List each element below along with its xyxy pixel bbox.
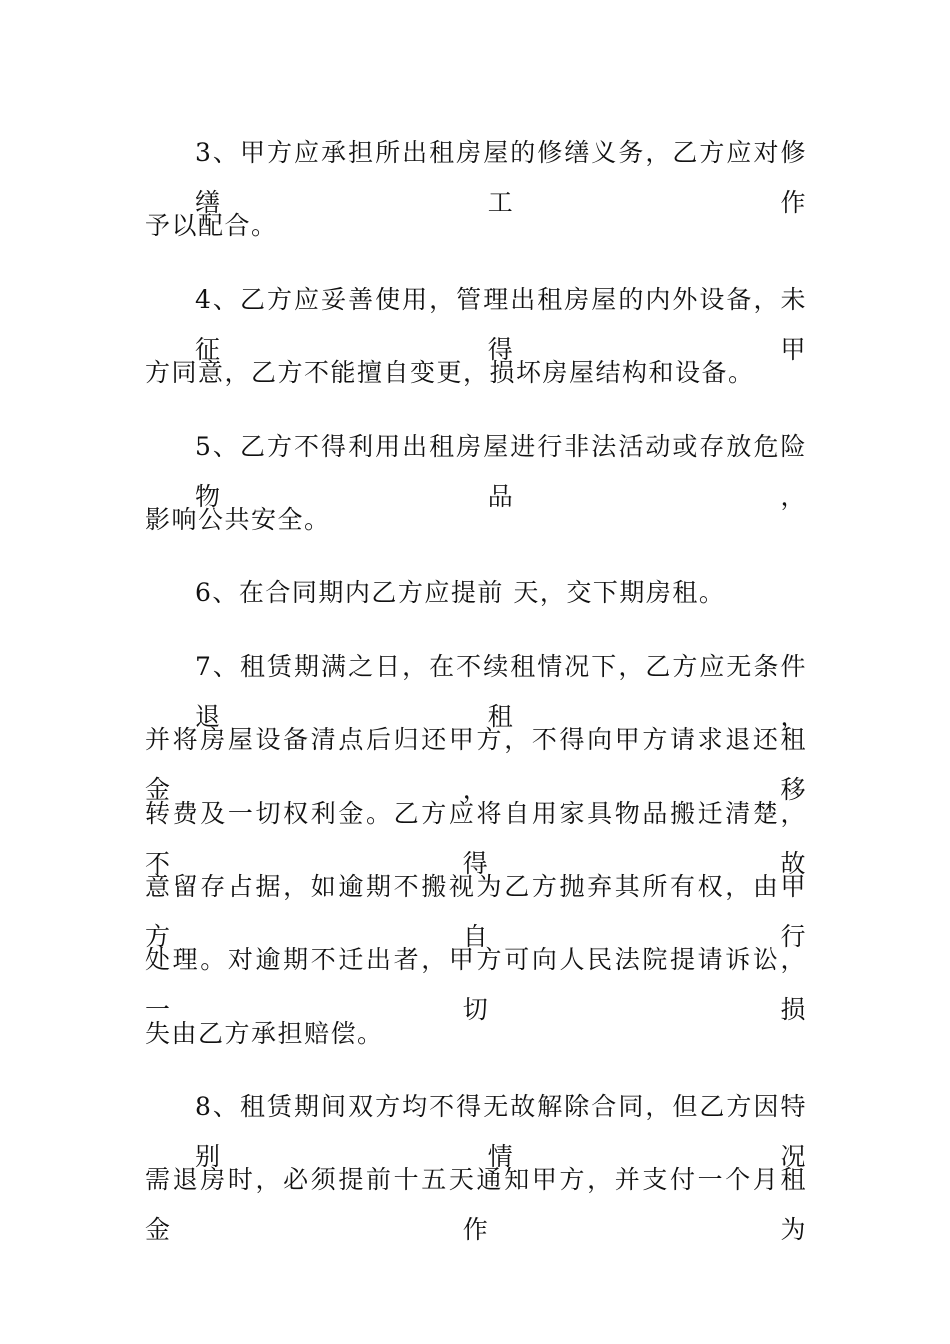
clause-7-line-6: 失由乙方承担赔偿。 (145, 1018, 384, 1048)
contract-body (145, 128, 807, 1245)
clause-7-line-4: 意留存占据，如逾期不搬视为乙方抛弃其所有权，由甲方自行 (145, 871, 807, 951)
clause-8-line-1: 8、租赁期间双方均不得无故解除合同，但乙方因特别情况 (195, 1092, 807, 1172)
clause-6-line-1: 6、在合同期内乙方应提前 天，交下期房租。 (195, 578, 726, 608)
clause-7-line-2: 并将房屋设备清点后归还甲方，不得向甲方请求退还租金，移 (145, 725, 807, 805)
clause-5-line-1: 5、乙方不得利用出租房屋进行非法活动或存放危险物品， (195, 431, 807, 511)
clause-7-line-5: 处理。对逾期不迁出者，甲方可向人民法院提请诉讼，一切损 (145, 945, 807, 1025)
clause-4-line-1: 4、乙方应妥善使用，管理出租房屋的内外设备，未征得甲 (195, 284, 807, 364)
clause-7-line-3: 转费及一切权利金。乙方应将自用家具物品搬迁清楚，不得故 (145, 798, 807, 878)
clause-7-line-1: 7、租赁期满之日，在不续租情况下，乙方应无条件退租， (195, 651, 807, 731)
clause-3-line-2: 予以配合。 (145, 211, 278, 241)
clause-4-line-2: 方同意，乙方不能擅自变更，损坏房屋结构和设备。 (145, 358, 755, 388)
clause-5-line-2: 影响公共安全。 (145, 504, 331, 534)
clause-8-line-2: 需退房时，必须提前十五天通知甲方，并支付一个月租金作为 (145, 1165, 807, 1245)
clause-3-line-1: 3、甲方应承担所出租房屋的修缮义务，乙方应对修缮工作 (195, 138, 807, 217)
